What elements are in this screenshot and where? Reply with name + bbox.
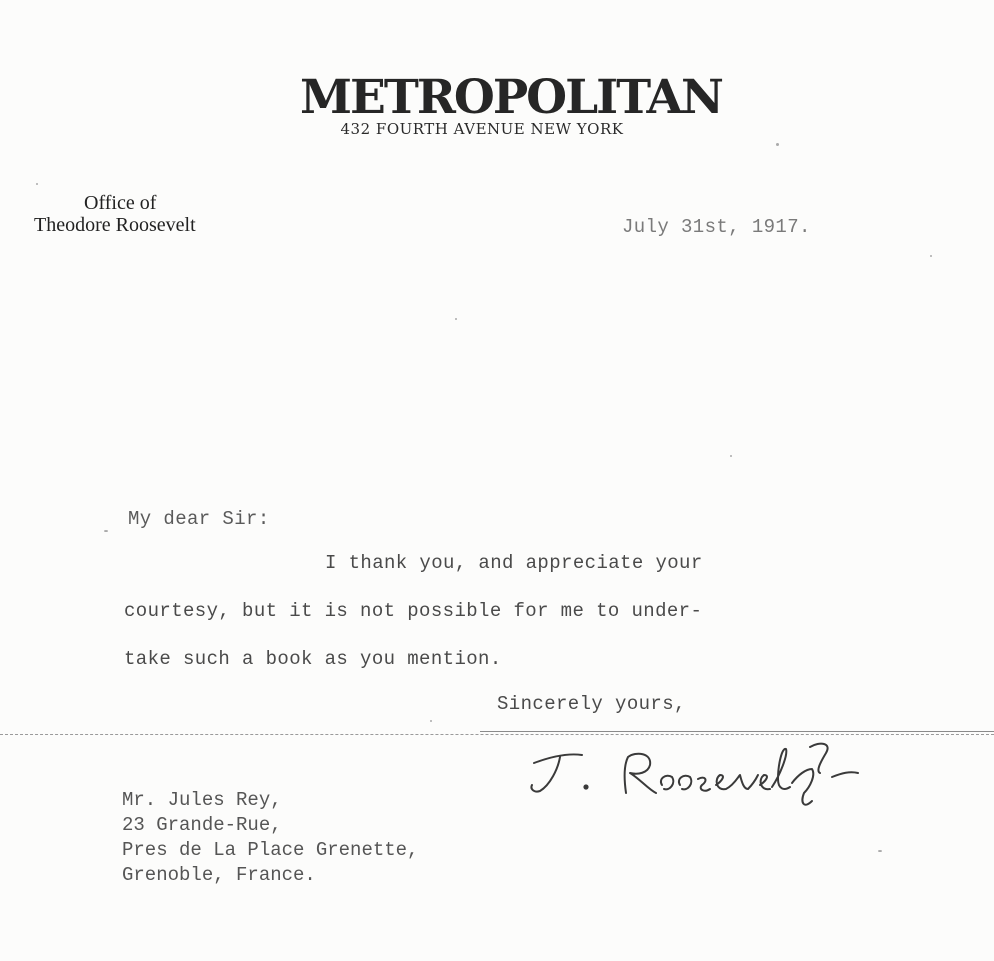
scan-speck (878, 850, 882, 852)
office-block (34, 192, 274, 236)
letterhead-company: METROPOLITAN (300, 70, 722, 125)
scan-speck (776, 143, 779, 146)
recipient-line-4: Grenoble, France. (122, 864, 316, 886)
letter-date: July 31st, 1917. (622, 216, 811, 238)
body-line-1: I thank you, and appreciate your (325, 552, 703, 574)
scan-speck (930, 255, 932, 257)
scan-speck (455, 318, 457, 320)
office-line-2: Theodore Roosevelt (34, 214, 196, 236)
body-line-2: courtesy, but it is not possible for me to under- (124, 600, 703, 622)
letterhead-address: 432 FOURTH AVENUE NEW YORK (340, 120, 624, 138)
body-line-3: take such a book as you mention. (124, 648, 502, 670)
scan-speck (104, 530, 108, 532)
office-line-1: Office of (84, 192, 157, 214)
salutation: My dear Sir: (128, 508, 270, 530)
recipient-address (122, 788, 418, 888)
recipient-line-3: Pres de La Place Grenette, (122, 839, 419, 861)
closing: Sincerely yours, (497, 693, 686, 715)
handwritten-signature (520, 735, 960, 815)
scan-speck (36, 183, 38, 185)
recipient-line-2: 23 Grande-Rue, (122, 814, 282, 836)
signature-rule (480, 731, 994, 732)
scan-speck (430, 720, 432, 722)
scan-speck (730, 455, 732, 457)
recipient-line-1: Mr. Jules Rey, (122, 789, 282, 811)
